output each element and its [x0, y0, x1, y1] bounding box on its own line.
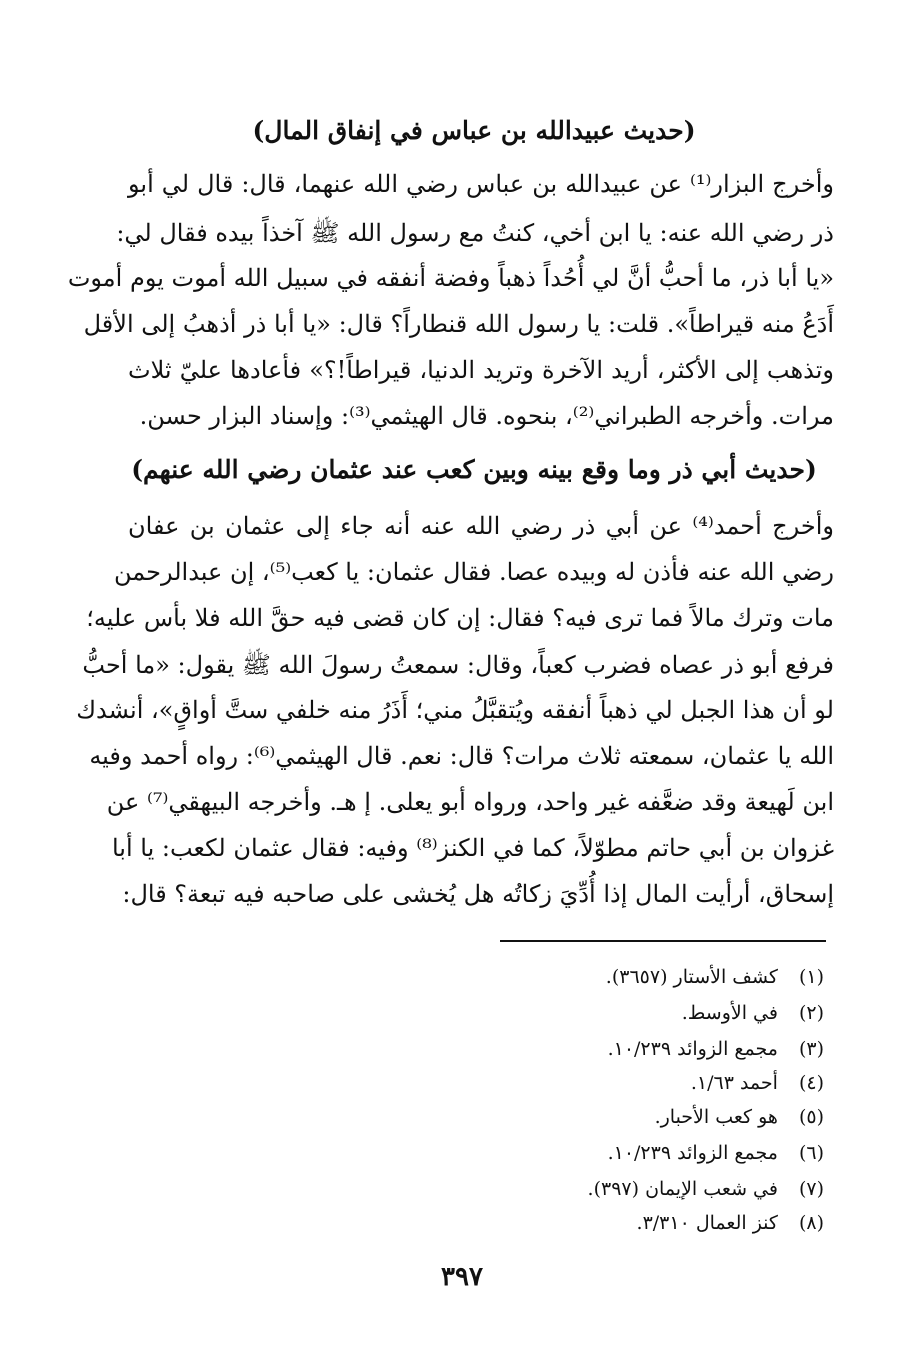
- text-line: أَدَعُ منه قيراطاً». قلت: يا رسول الله قنطاراً؟ قال: «يا أبا ذر أذهبُ إلى الأقل: [83, 310, 834, 338]
- text-line: لو أن هذا الجبل لي ذهباً أنفقه ويُتقبَّلُ مني؛ أَذَرُ منه خلفي ستَّ أواقٍ»، أنشدك: [76, 696, 834, 724]
- footnote-text: كشف الأستار (٣٦٥٧).: [605, 966, 778, 988]
- text-line: وأخرج أحمد⁽⁴⁾ عن أبي ذر رضي الله عنه أنه جاء إلى عثمان بن عفان: [128, 512, 835, 540]
- text-line: فرفع أبو ذر عصاه فضرب كعباً، وقال: سمعتُ رسولَ الله ﷺ يقول: «ما أحبُّ: [82, 651, 834, 679]
- text-line: وأخرج البزار⁽¹⁾ عن عبيدالله بن عباس رضي الله عنهما، قال: قال لي أبو: [128, 170, 834, 198]
- text-line: الله يا عثمان، سمعته ثلاث مرات؟ قال: نعم. قال الهيثمي⁽⁶⁾: رواه أحمد وفيه: [89, 742, 834, 770]
- footnote-text: مجمع الزوائد ١٠/٢٣٩.: [607, 1038, 778, 1060]
- footnote-text: مجمع الزوائد ١٠/٢٣٩.: [607, 1142, 778, 1164]
- footnote-number: (١): [798, 966, 824, 988]
- footnote-text: أحمد ١/٦٣.: [690, 1072, 778, 1094]
- footnote-number: (٨): [798, 1212, 824, 1234]
- text-line: رضي الله عنه فأذن له وبيده عصا. فقال عثمان: يا كعب⁽⁵⁾، إن عبدالرحمن: [114, 558, 834, 586]
- footnote: [464, 1178, 824, 1200]
- page-number: ٣٩٧: [441, 1262, 483, 1292]
- text-line: مات وترك مالاً فما ترى فيه؟ فقال: إن كان قضى فيه حقَّ الله فلا بأس عليه؛: [86, 604, 834, 632]
- footnote-divider: [500, 940, 826, 942]
- footnote-number: (٢): [798, 1002, 824, 1024]
- section-heading: (حديث أبي ذر وما وقع بينه وبين كعب عند عثمان رضي الله عنهم): [131, 455, 817, 484]
- footnote-text: كنز العمال ٣/٣١٠.: [636, 1212, 778, 1234]
- text-line: وتذهب إلى الأكثر، أريد الآخرة وتريد الدنيا، قيراطاً!؟» فأعادها عليّ ثلاث: [128, 356, 834, 384]
- footnote: [464, 1072, 824, 1094]
- footnote-number: (٤): [798, 1072, 824, 1094]
- footnote: [464, 966, 824, 988]
- footnote-number: (٥): [798, 1106, 824, 1128]
- text-line: مرات. وأخرجه الطبراني⁽²⁾، بنحوه. قال الهيثمي⁽³⁾: وإسناد البزار حسن.: [139, 402, 834, 430]
- footnote: [464, 1142, 824, 1164]
- footnote-text: في شعب الإيمان (٣٩٧).: [587, 1178, 778, 1200]
- footnote: [464, 1212, 824, 1234]
- footnote-text: في الأوسط.: [681, 1002, 778, 1024]
- section-heading: (حديث عبيدالله بن عباس في إنفاق المال): [252, 116, 696, 145]
- footnote-number: (٧): [798, 1178, 824, 1200]
- footnote-number: (٦): [798, 1142, 824, 1164]
- footnote: [464, 1106, 824, 1128]
- footnote-text: هو كعب الأحبار.: [654, 1106, 778, 1128]
- text-line: ابن لَهيعة وقد ضعَّفه غير واحد، ورواه أبو يعلى. إ هـ. وأخرجه البيهقي⁽⁷⁾ عن: [106, 788, 834, 816]
- text-line: «يا أبا ذر، ما أحبُّ أنَّ لي أُحُداً ذهباً وفضة أنفقه في سبيل الله أموت يوم أموت: [67, 264, 834, 292]
- footnote-number: (٣): [798, 1038, 824, 1060]
- text-line: ذر رضي الله عنه: يا ابن أخي، كنتُ مع رسول الله ﷺ آخذاً بيده فقال لي:: [116, 219, 834, 247]
- footnote: [464, 1002, 824, 1024]
- footnote: [464, 1038, 824, 1060]
- text-line: غزوان بن أبي حاتم مطوّلاً، كما في الكنز⁽⁸⁾ وفيه: فقال عثمان لكعب: يا أبا: [111, 834, 834, 862]
- text-line: إسحاق، أرأيت المال إذا أُدِّيَ زكاتُه هل يُخشى على صاحبه فيه تبعة؟ قال:: [122, 880, 834, 908]
